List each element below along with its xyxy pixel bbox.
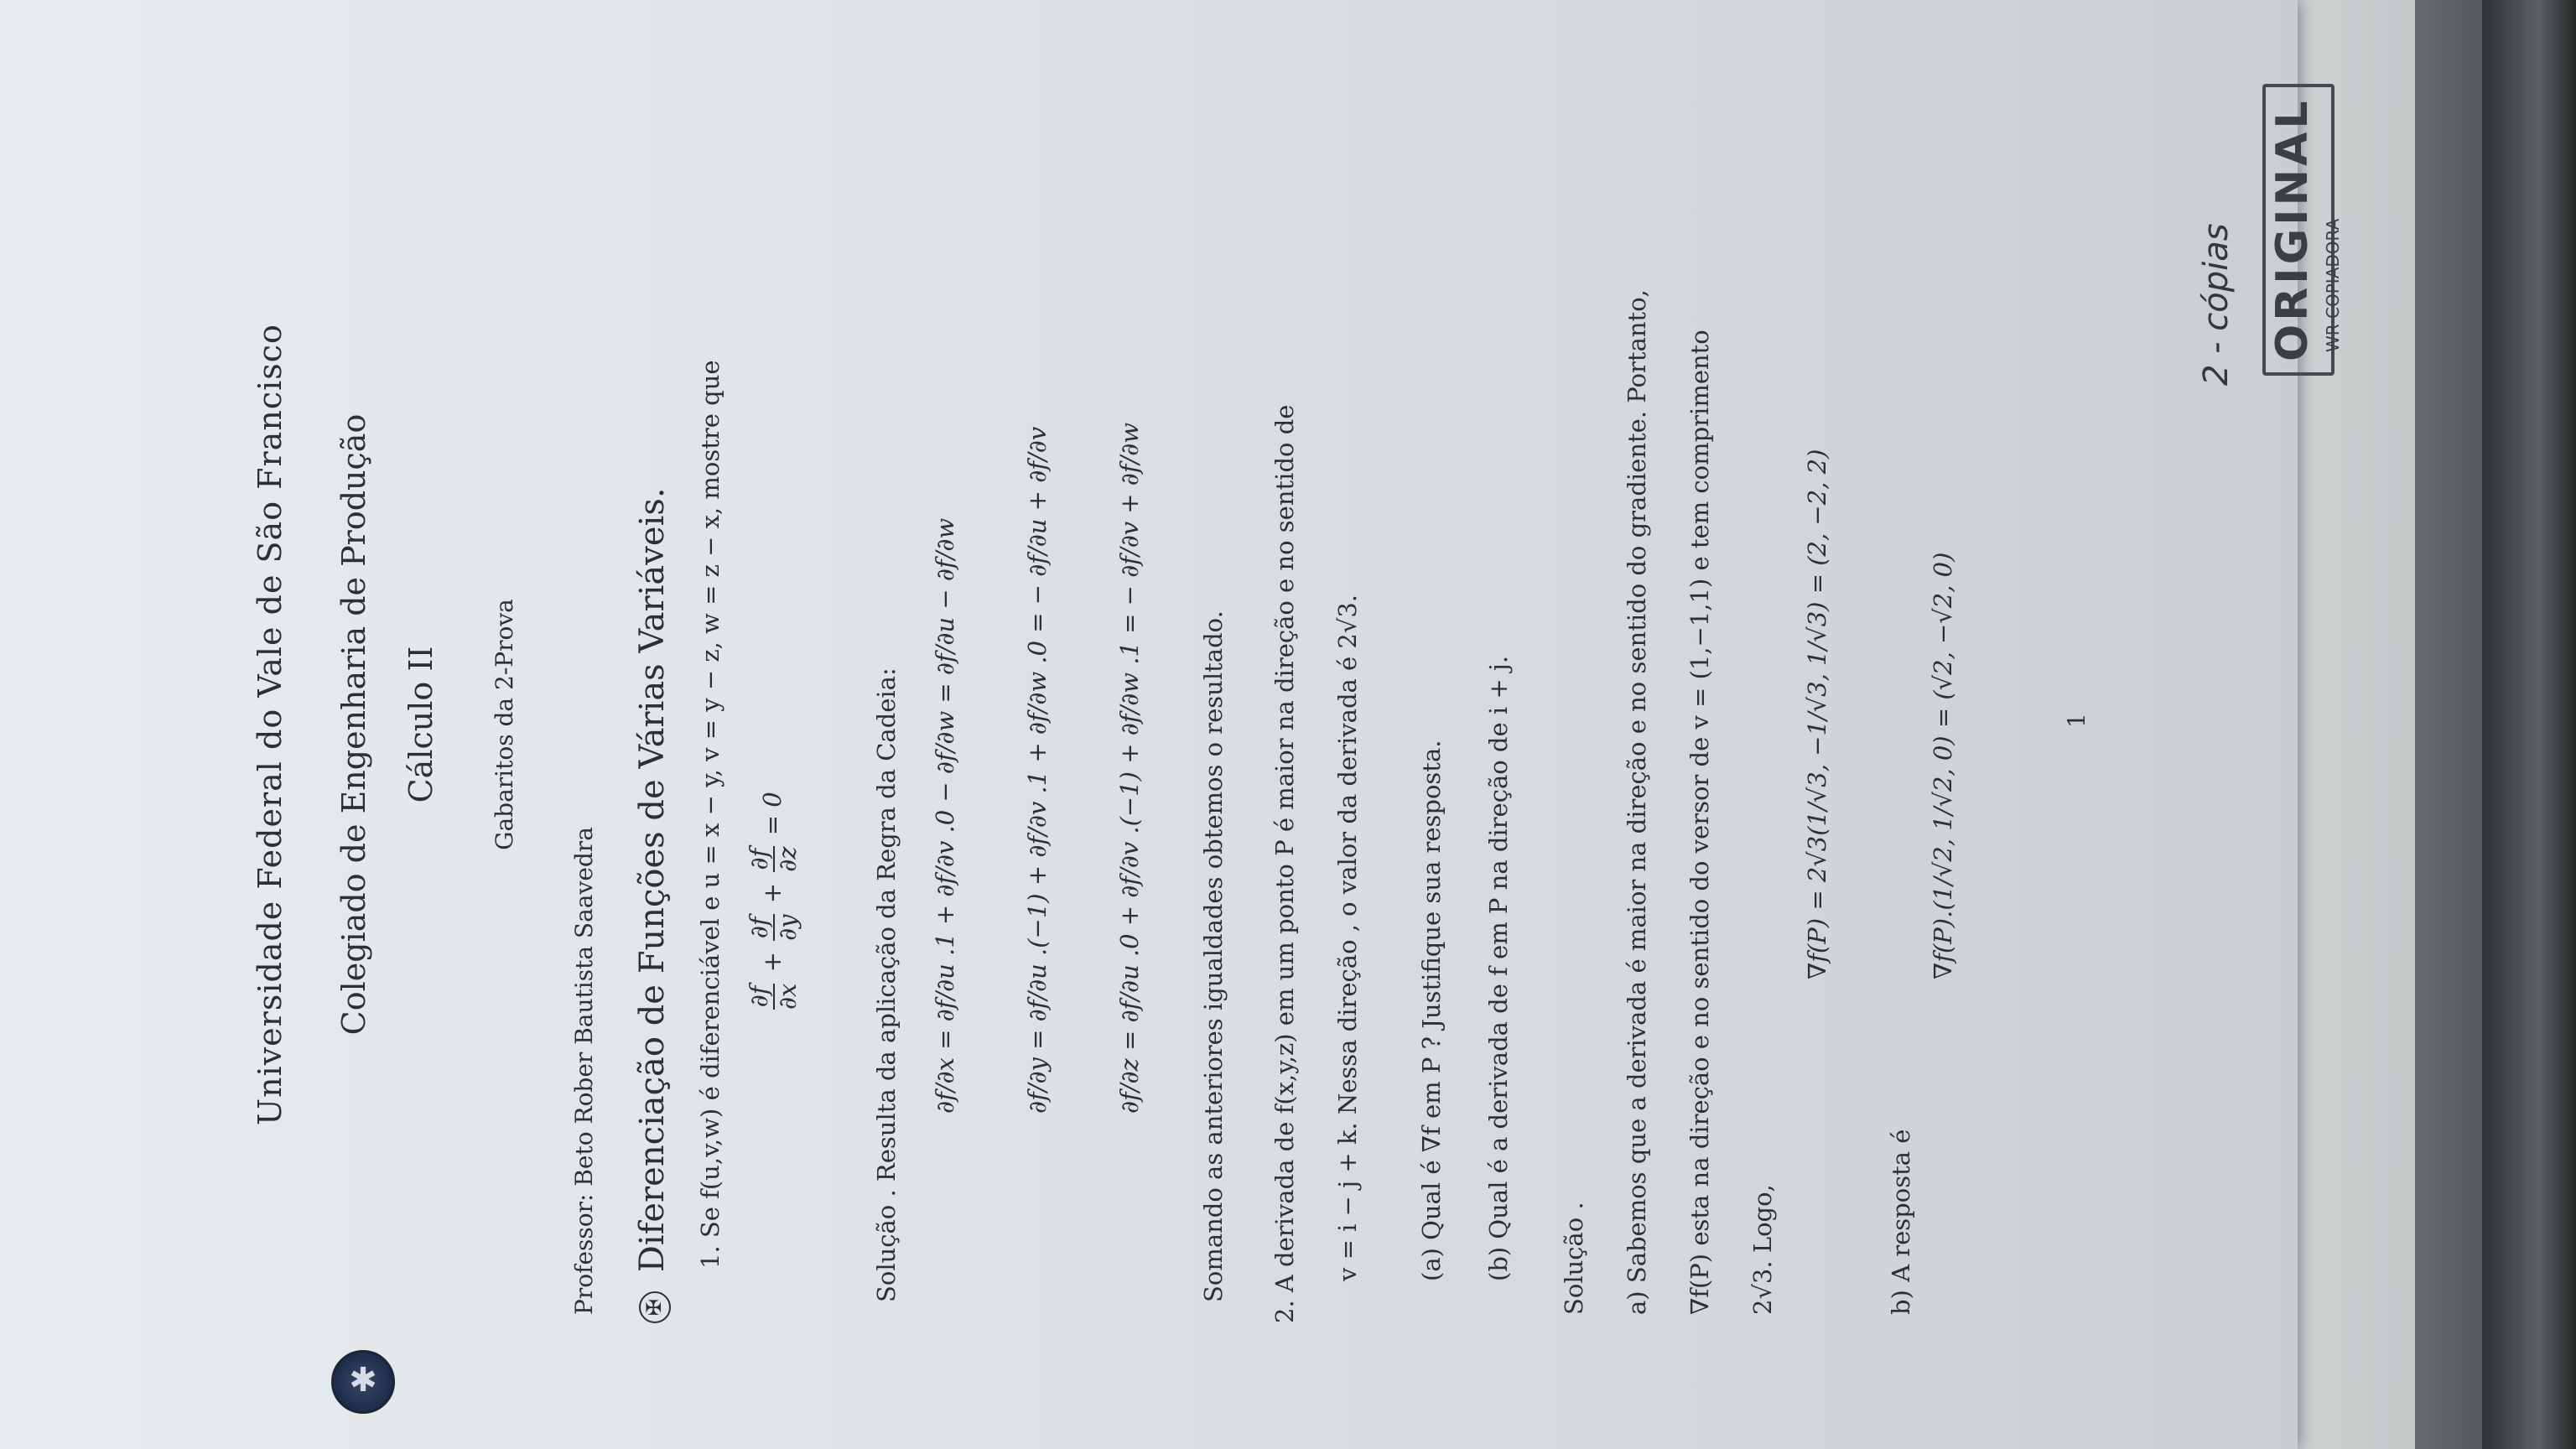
frac-num: ∂f xyxy=(746,846,775,871)
frac-den: ∂z xyxy=(772,846,802,872)
problem2-solution-label: Solução . xyxy=(1560,1202,1588,1315)
directional-derivative-equation: ∇f(P).(1/√2, 1/√2, 0) = (√2, −√2, 0) xyxy=(1929,552,1957,979)
section-heading xyxy=(633,487,672,1323)
frac-num: ∂f xyxy=(746,984,775,1010)
problem1-solution-intro: Solução . Resulta da aplicação da Regra da Cadeia: xyxy=(872,667,901,1302)
problem2-question-b: (b) Qual é a derivada de f em P na direção de i + j. xyxy=(1484,655,1513,1281)
frac-num: ∂f xyxy=(746,915,775,941)
stamp-original-text: ORIGINAL xyxy=(2267,97,2318,362)
problem2-answer-a2: ∇f(P) esta na direção e no sentido do versor de v = (1,−1,1) e tem comprimento xyxy=(1685,330,1714,1315)
frac-den: ∂x xyxy=(772,983,802,1010)
section-title: Diferenciação de Funções de Várias Variáveis. xyxy=(633,487,672,1273)
page-number: 1 xyxy=(2063,713,2090,728)
chain-rule-eq3: ∂f/∂z = ∂f/∂u .0 + ∂f/∂v .(−1) + ∂f/∂w .1 = − ∂f/∂v + ∂f/∂w xyxy=(1115,422,1144,1114)
section-mark-icon: ✠ xyxy=(639,1291,671,1323)
university-name: Universidade Federal do Vale de São Francisco xyxy=(252,324,288,1125)
university-logo xyxy=(331,1350,395,1414)
problem1-conclusion: Somando as anteriores igualdades obtemos o resultado. xyxy=(1199,610,1228,1302)
plus-sign: + xyxy=(757,952,787,973)
problem2-answer-a3: 2√3. Logo, xyxy=(1748,1184,1777,1315)
chain-rule-eq1: ∂f/∂x = ∂f/∂u .1 + ∂f/∂v .0 − ∂f/∂w = ∂f/∂u − ∂f/∂w xyxy=(931,517,959,1114)
logo-star-icon: ✱ xyxy=(349,1361,377,1400)
frac-den: ∂y xyxy=(772,914,802,941)
college-name: Colegiado de Engenharia de Produção xyxy=(335,413,372,1036)
exam-subtitle: Gabaritos da 2-Prova xyxy=(491,599,518,850)
problem2-answer-b-label: b) A resposta é xyxy=(1887,1129,1915,1315)
problem2-question-a: (a) Qual é ∇f em P ? Justifique sua resposta. xyxy=(1417,740,1446,1281)
chain-rule-eq2: ∂f/∂y = ∂f/∂u .(−1) + ∂f/∂v .1 + ∂f/∂w .0 = − ∂f/∂u + ∂f/∂v xyxy=(1023,426,1052,1114)
problem1-target-equation xyxy=(746,792,802,1013)
course-title: Cálculo II xyxy=(402,646,439,803)
copy-stamp xyxy=(2197,67,2343,386)
stamp-subtext: WR COPIADORA xyxy=(2323,218,2343,352)
gradient-equation: ∇f(P) = 2√3(1/√3, −1/√3, 1/√3) = (2, −2, 2) xyxy=(1803,449,1831,979)
plus-sign: + xyxy=(757,882,787,904)
professor-line: Professor: Beto Rober Bautista Saavedra xyxy=(570,827,598,1315)
problem2-line1: 2. A derivada de f(x,y,z) em um ponto P é maior na direção e no sentido de xyxy=(1270,404,1299,1323)
problem2-answer-a1: a) Sabemos que a derivada é maior na direção e no sentido do gradiente. Portanto, xyxy=(1623,289,1651,1315)
background-edge xyxy=(2482,0,2576,1449)
equals-zero: = 0 xyxy=(757,792,787,836)
stamp-handwriting: 2 - cópias xyxy=(2197,223,2236,386)
problem2-line2: v = i − j + k. Nessa direção , o valor da derivada é 2√3. xyxy=(1333,594,1362,1281)
problem1-statement: 1. Se f(u,v,w) é diferenciável e u = x − y, v = y − z, w = z − x, mostre que xyxy=(696,360,724,1269)
